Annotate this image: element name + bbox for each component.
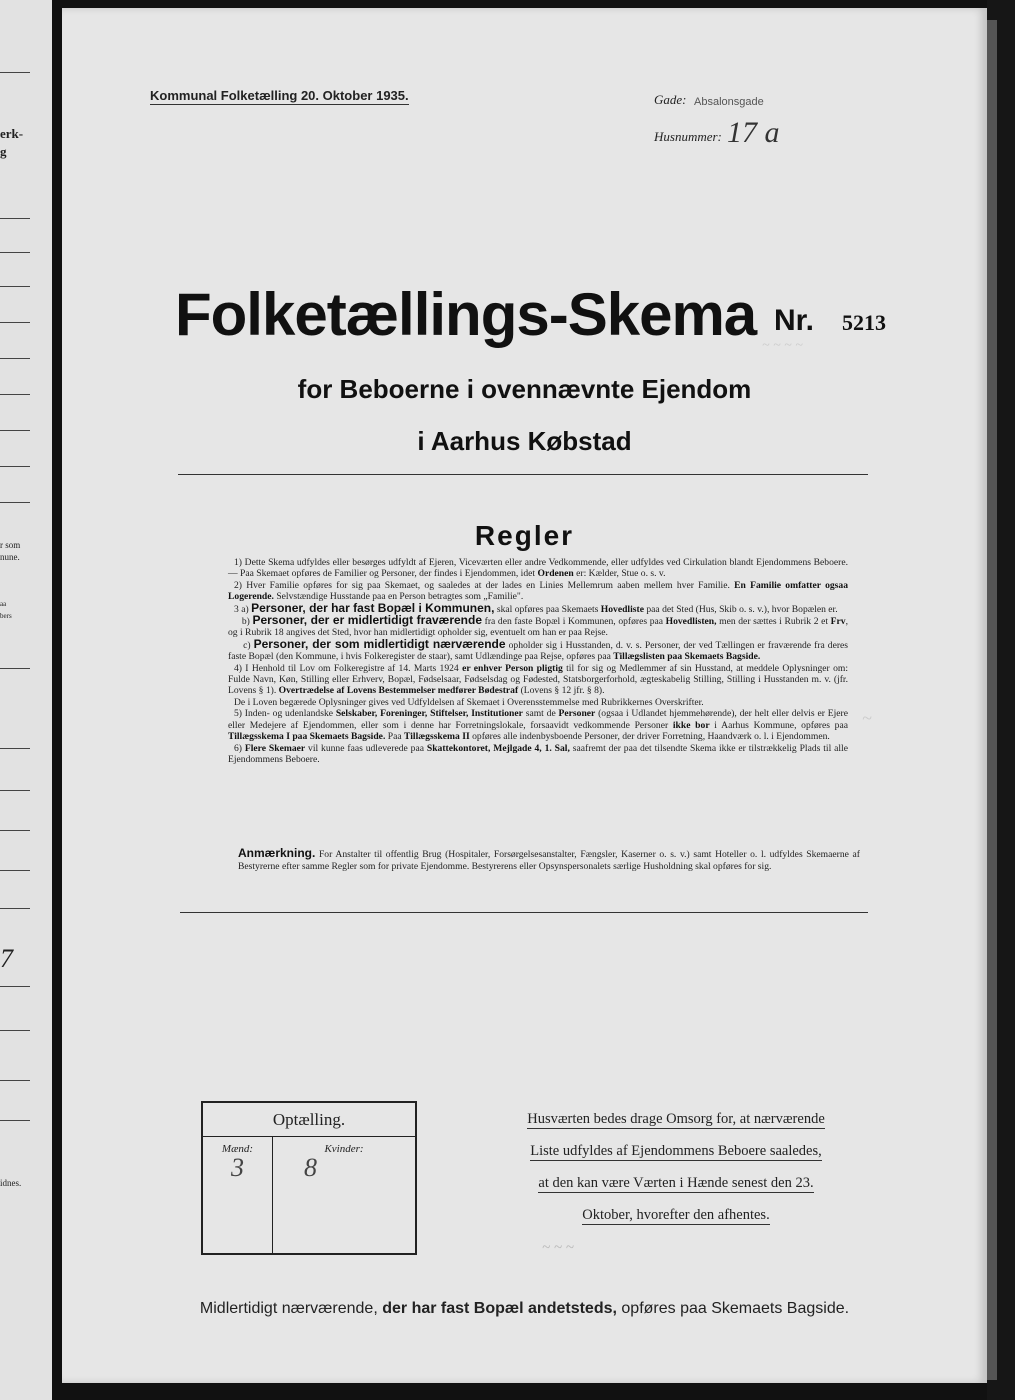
census-form-page bbox=[62, 8, 987, 1383]
left-fragment: g bbox=[0, 144, 7, 159]
bleed-through-text: ~ ~ ~ ~ bbox=[762, 338, 803, 353]
rule-6: 6) Flere Skemaer vil kunne faas udleverede paa Skattekontoret, Mejlgade 4, 1. Sal, saafremt der paa det tilsendte Skema ikke er tilstrækkelig Plads til alle Ejendommens Beboere. bbox=[228, 742, 848, 765]
divider bbox=[0, 668, 30, 669]
house-number-label: Husnummer: bbox=[654, 129, 722, 144]
divider bbox=[0, 830, 30, 831]
bleed-through-text: ~ ~ ~ bbox=[542, 1240, 574, 1256]
divider bbox=[0, 908, 30, 909]
men-count: 3 bbox=[231, 1153, 244, 1182]
divider bbox=[0, 1120, 30, 1121]
left-fragment: 7 bbox=[0, 944, 13, 973]
street-value: Absalonsgade bbox=[694, 96, 764, 108]
census-header: Kommunal Folketælling 20. Oktober 1935. bbox=[150, 88, 409, 103]
house-number-value: 17 a bbox=[727, 116, 780, 149]
rule-4: 4) I Henhold til Lov om Folkeregistre af 14. Marts 1924 er enhver Person pligtig til for sig og Medlemmer af sin Husstand, at meddele Oplysninger om: Fulde Navn, Køn, Stilling eller Erhverv, Bopæl, Fødselsaar, Fødselsdag og Fødested, Statsborgerforhold, ægteskabelig Stilling, Stilling i Husstanden m. v. (jfr. Lovens § 1). Overtrædelse af Lovens Bestemmelser medfører Bødestraf (Lovens § 12 jfr. § 8). bbox=[228, 662, 848, 697]
note-body: For Anstalter til offentlig Brug (Hospitaler, Forsørgelsesanstalter, Fængsler, Kaserner o. s. v.) samt Hoteller o. l. udfyldes Skemaerne af Bestyrerne efter samme Regler som for private Ejendomme. Bestyrerens eller Opsynspersonalets særlige Husholdning skal opføres for sig. bbox=[238, 849, 860, 872]
notice-line: at den kan være Værten i Hænde senest den 23. bbox=[538, 1175, 814, 1191]
rule-3c: c) Personer, der som midlertidigt nærværende opholder sig i Husstanden, d. v. s. Personer, der ved Tællingen er fraværende fra deres faste Bopæl (den Kommune, i hvis Folkeregister de staar), samt Udlændinge paa Rejse, opføres paa Tillægslisten paa Skemaets Bagside. bbox=[228, 636, 849, 663]
binding-edge bbox=[987, 0, 1015, 1400]
rules-text bbox=[228, 557, 848, 765]
rule-5: 5) Inden- og udenlandske Selskaber, Foreninger, Stiftelser, Institutioner samt de Personer (ogsaa i Udlandet hjemmehørende), der helt eller delvis er Ejere eller Medejere af Ejendommen, eller som i denne har Forretningslokale, forsaavidt vedkommende Personer ikke bor i Aarhus Kommune, opføres paa Tillægsskema I paa Skemaets Bagside. Paa Tillægsskema II opføres alle indenbysboende Personer, der driver Forretning, Haandværk o. l. i Ejendommen. bbox=[228, 708, 848, 743]
rules-heading: Regler bbox=[474, 520, 575, 551]
rule-3b: b) Personer, der er midlertidigt fraværende fra den faste Bopæl i Kommunen, opføres paa Hovedlisten, men der sættes i Rubrik 2 et Frv, og i Rubrik 18 angives det Sted, hvor han midlertidigt opholder sig, eventuelt om han er paa Rejse. bbox=[228, 613, 848, 639]
form-subtitle-city: i Aarhus Købstad bbox=[417, 426, 632, 456]
divider bbox=[0, 286, 30, 287]
form-number-label: Nr. bbox=[774, 304, 815, 337]
divider bbox=[0, 870, 30, 871]
divider bbox=[0, 748, 30, 749]
divider bbox=[0, 394, 30, 395]
divider bbox=[0, 72, 30, 73]
form-title: Folketællings-Skema bbox=[175, 281, 757, 348]
women-label: Kvinder: bbox=[324, 1143, 364, 1155]
rule-1: 1) Dette Skema udfyldes eller besørges udfyldt af Ejeren, Viceværten eller andre Vedkommende, eller udfyldes ved Cirkulation blandt Ejendommens Beboere. — Paa Skemaet opføres de Familier og Personer, der findes i Ejendommen, idet Ordenen er: Kælder, Stue o. s. v. bbox=[228, 557, 848, 580]
divider bbox=[0, 1080, 30, 1081]
divider bbox=[0, 430, 30, 431]
divider bbox=[178, 474, 868, 475]
notice-line: Husværten bedes drage Omsorg for, at nærværende bbox=[527, 1111, 825, 1127]
landlord-notice bbox=[506, 1106, 846, 1234]
left-fragment: aa bbox=[0, 600, 7, 608]
divider bbox=[0, 358, 30, 359]
left-facing-page bbox=[0, 0, 52, 1400]
notice-line: Oktober, hvorefter den afhentes. bbox=[582, 1207, 770, 1223]
rule-4-note: De i Loven begærede Oplysninger gives ved Udfyldelsen af Skemaet i Overensstemmelse med Rubrikkernes Overskrifter. bbox=[234, 696, 704, 708]
divider bbox=[0, 218, 30, 219]
notice-line: Liste udfyldes af Ejendommens Beboere saaledes, bbox=[530, 1143, 822, 1159]
divider bbox=[0, 986, 30, 987]
divider bbox=[0, 466, 30, 467]
count-box bbox=[201, 1101, 417, 1255]
count-box-title: Optælling. bbox=[272, 1110, 346, 1129]
form-subtitle: for Beboerne i ovennævnte Ejendom bbox=[297, 374, 752, 404]
left-fragment: nune. bbox=[0, 552, 20, 562]
divider bbox=[0, 790, 30, 791]
street-label: Gade: bbox=[654, 92, 687, 107]
bleed-through-text: ~ bbox=[862, 708, 872, 728]
divider bbox=[0, 252, 30, 253]
rule-3a: 3 a) Personer, der har fast Bopæl i Kommunen, skal opføres paa Skemaets Hovedliste paa det Sted (Hus, Skib o. s. v.), hvor Bopælen er. bbox=[234, 600, 838, 615]
divider bbox=[0, 322, 30, 323]
note-heading: Anmærkning. bbox=[238, 846, 316, 860]
divider bbox=[0, 502, 30, 503]
left-fragment: r som bbox=[0, 540, 21, 550]
women-count: 8 bbox=[304, 1153, 317, 1182]
men-label: Mænd: bbox=[221, 1143, 254, 1155]
divider bbox=[0, 1030, 30, 1031]
left-fragment: erk- bbox=[0, 126, 24, 141]
footer-note: Midlertidigt nærværende, der har fast Bopæl andetsteds, opføres paa Skemaets Bagside. bbox=[199, 1300, 850, 1317]
rule-2: 2) Hver Familie opføres for sig paa Skemaet, og saaledes at der lades en Linies Mellemrum aaben mellem hver Familie. En Familie omfatter ogsaa Logerende. Selvstændige Husstande paa en Person betragtes som „Familie". bbox=[228, 579, 848, 603]
note-text bbox=[238, 848, 860, 872]
left-fragment: bers bbox=[0, 612, 12, 620]
left-fragment: idnes. bbox=[0, 1178, 22, 1188]
form-number-value: 5213 bbox=[842, 310, 886, 335]
divider bbox=[180, 912, 868, 913]
